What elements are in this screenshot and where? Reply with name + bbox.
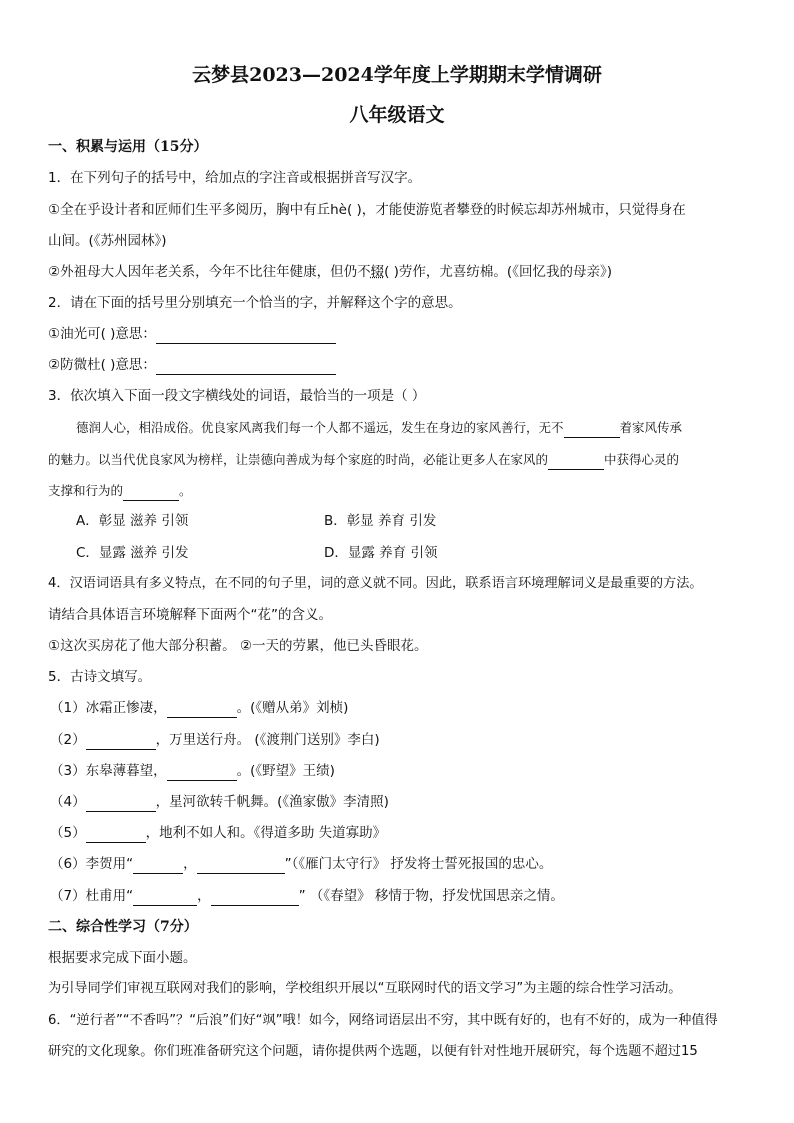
section-2-heading: 二、综合性学习（7分） [48, 919, 198, 935]
answer-blank[interactable] [167, 765, 237, 781]
q4-line2: 请结合具体语言环境解释下面两个“花”的含义。 [48, 607, 332, 623]
q5-item7: （7）杜甫用“ ， ” （《春望》 移情于物，抒发忧国思亲之情。 [50, 888, 564, 904]
q2-stem: 2．请在下面的括号里分别填充一个恰当的字，并解释这个字的意思。 [48, 295, 462, 311]
answer-blank[interactable] [564, 422, 620, 438]
answer-blank[interactable] [167, 702, 237, 718]
q3-passage-line2: 的魅力。以当代优良家风为榜样，让崇德向善成为每个家庭的时尚，必能让更多人在家风的 中获得心灵的 [48, 450, 679, 470]
q3-option-b[interactable]: B．彰显 养育 引发 [324, 513, 437, 529]
q5-stem: 5．古诗文填写。 [48, 669, 152, 685]
answer-blank[interactable] [211, 890, 299, 906]
q6-line2: 研究的文化现象。你们班准备研究这个问题，请你提供两个选题，以便有针对性地开展研究，每个选题不超过15 [48, 1044, 698, 1059]
q3-passage-line3: 支撑和行为的 。 [48, 481, 192, 501]
answer-blank[interactable] [86, 796, 156, 812]
answer-blank[interactable] [86, 734, 156, 750]
q5-item1: （1）冰霜正惨凄， 。(《赠从弟》刘桢) [50, 700, 349, 716]
answer-blank[interactable] [156, 359, 336, 375]
answer-blank[interactable] [133, 858, 183, 874]
q5-item6: （6）李贺用“ ， ”（《雁门太守行》 抒发将士誓死报国的忠心。 [50, 856, 553, 872]
q5-item2: （2） ，万里送行舟。 (《渡荆门送别》李白) [50, 732, 380, 748]
q2-item1: ①油光可( )意思： [48, 324, 336, 344]
q2-item2: ②防微杜( )意思： [48, 355, 336, 375]
q1-line3: ②外祖母大人因年老关系，今年不比往年健康，但仍不辍( )劳作，尤喜纺棉。(《回忆我的母亲》) [48, 264, 612, 280]
q1-line1: ①全在乎设计者和匠师们生平多阅历，胸中有丘hè( )，才能使游览者攀登的时候忘却苏州城市，只觉得身在 [48, 202, 686, 218]
q5-item5: （5） ，地利不如人和。《得道多助 失道寡助》 [50, 825, 387, 841]
answer-blank[interactable] [86, 827, 146, 843]
section-2-instruction: 根据要求完成下面小题。 [48, 950, 197, 966]
q3-stem: 3．依次填入下面一段文字横线处的词语，最恰当的一项是（ ） [48, 388, 426, 404]
q5-item3: （3）东皋薄暮望， 。(《野望》王绩) [50, 763, 335, 779]
q3-option-d[interactable]: D．显露 养育 引领 [324, 545, 438, 561]
section-1-heading: 一、积累与运用（15分） [48, 139, 208, 155]
q1-line2: 山间。(《苏州园林》) [48, 233, 167, 249]
q5-item4: （4） ，星河欲转千帆舞。(《渔家傲》李清照) [50, 794, 389, 810]
answer-blank[interactable] [197, 858, 285, 874]
answer-blank[interactable] [133, 890, 197, 906]
q3-passage-line1: 德润人心，相沿成俗。优良家风离我们每一个人都不遥远，发生在身边的家风善行，无不 着家风传承 [76, 418, 682, 438]
answer-blank[interactable] [156, 328, 336, 344]
exam-title: 云梦县2023—2024学年度上学期期末学情调研 [192, 64, 602, 86]
answer-blank[interactable] [123, 485, 179, 501]
q6-line1: 6．“逆行者”“不香吗”？“后浪”们好“飒”哦！如今，网络词语层出不穷，其中既有好的，也有不好的，成为一种值得 [48, 1013, 718, 1028]
q4-line3: ①这次买房花了他大部分积蓄。 ②一天的劳累，他已头昏眼花。 [48, 638, 428, 654]
q3-option-a[interactable]: A．彰显 滋养 引领 [76, 513, 189, 529]
q1-stem: 1．在下列句子的括号中，给加点的字注音或根据拼音写汉字。 [48, 170, 422, 186]
answer-blank[interactable] [548, 454, 604, 470]
q4-line1: 4．汉语词语具有多义特点，在不同的句子里，词的意义就不同。因此，联系语言环境理解词义是最重要的方法。 [48, 576, 703, 591]
exam-subtitle: 八年级语文 [349, 104, 445, 126]
section-2-intro: 为引导同学们审视互联网对我们的影响，学校组织开展以“互联网时代的语文学习”为主题的综合性学习活动。 [48, 981, 682, 996]
q3-option-c[interactable]: C．显露 滋养 引发 [76, 545, 189, 561]
